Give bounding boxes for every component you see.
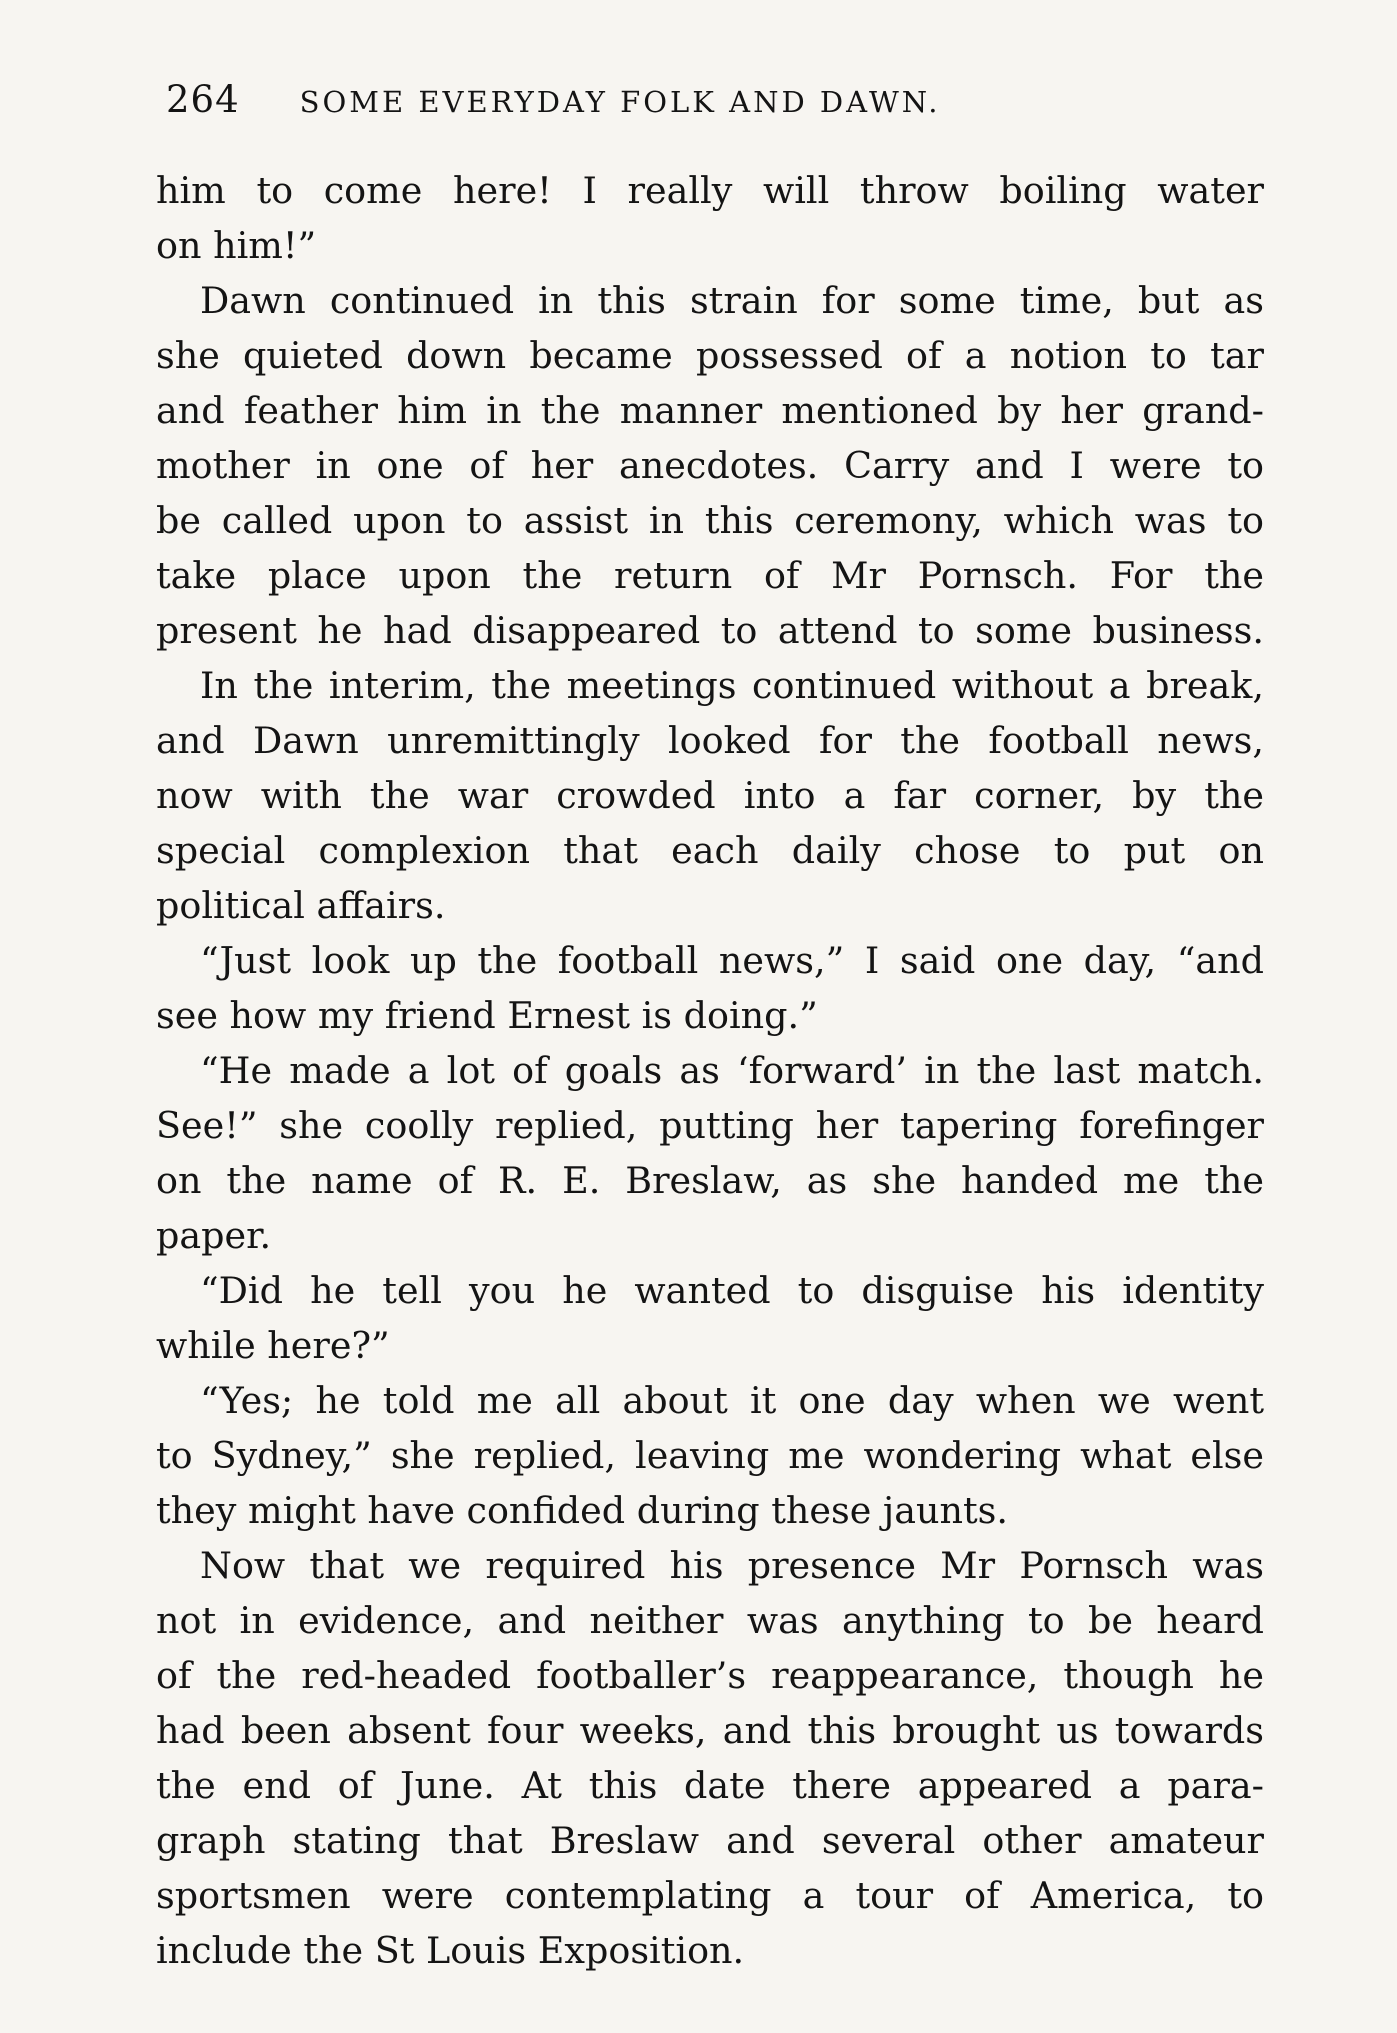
text-line: not in evidence, and neither was anything to be heard [156,1599,1264,1642]
text-line: sportsmen were contemplating a tour of America, to [156,1874,1264,1917]
text-line: “He made a lot of goals as ‘forward’ in the last match. [200,1049,1264,1092]
text-line: “Did he tell you he wanted to disguise his identity [200,1269,1264,1312]
text-line: him to come here! I really will throw boiling water [156,169,1264,212]
text-line: graph stating that Breslaw and several other amateur [156,1819,1264,1862]
text-line: In the interim, the meetings continued without a break, [200,664,1264,707]
text-line: and Dawn unremittingly looked for the football news, [156,719,1264,762]
text-line: mother in one of her anecdotes. Carry and I were to [156,444,1264,487]
text-line: present he had disappeared to attend to some business. [156,609,1264,652]
running-title: SOME EVERYDAY FOLK AND DAWN. [299,85,941,119]
text-line: she quieted down became possessed of a notion to tar [156,334,1264,377]
text-line: paper. [156,1214,272,1257]
running-head [166,78,1256,122]
text-line: see how my friend Ernest is doing.” [156,994,818,1037]
text-line: the end of June. At this date there appeared a para- [156,1764,1264,1807]
text-line: Dawn continued in this strain for some time, but as [200,279,1264,322]
text-line: special complexion that each daily chose to put on [156,829,1264,872]
text-line: political affairs. [156,884,446,927]
text-line: while here?” [156,1324,390,1367]
page-number: 264 [166,78,240,121]
text-line: on the name of R. E. Breslaw, as she handed me the [156,1159,1264,1202]
text-line: of the red-headed footballer’s reappearance, though he [156,1654,1264,1697]
text-line: “Just look up the football news,” I said one day, “and [200,939,1264,982]
text-line: to Sydney,” she replied, leaving me wondering what else [156,1434,1264,1477]
text-line: now with the war crowded into a far corner, by the [156,774,1264,817]
text-line: on him!” [156,224,317,267]
text-line: include the St Louis Exposition. [156,1929,745,1972]
text-line: Now that we required his presence Mr Pornsch was [200,1544,1264,1587]
text-line: See!” she coolly replied, putting her tapering forefinger [156,1104,1264,1147]
text-line: and feather him in the manner mentioned by her grand- [156,389,1264,432]
text-line: had been absent four weeks, and this brought us towards [156,1709,1264,1752]
text-line: take place upon the return of Mr Pornsch. For the [156,554,1264,597]
text-line: they might have confided during these jaunts. [156,1489,1008,1532]
body-text [156,163,1264,1978]
text-line: “Yes; he told me all about it one day when we went [200,1379,1264,1422]
text-line: be called upon to assist in this ceremony, which was to [156,499,1264,542]
